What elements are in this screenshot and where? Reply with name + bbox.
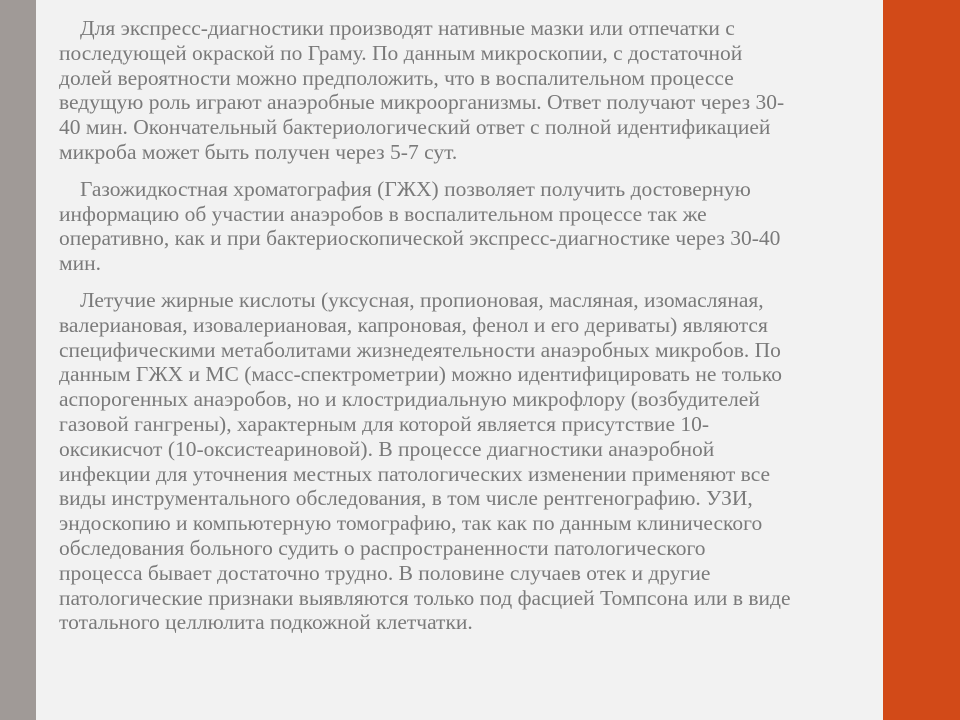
text-line: специфическими метаболитами жизнедеятельности анаэробных микробов. По [59, 337, 781, 362]
text-line: долей вероятности можно предположить, что в воспалительном процессе [59, 65, 734, 90]
text-line: Для экспресс-диагностики производят нативные мазки или отпечатки с [80, 16, 735, 40]
text-line: данным ГЖХ и МС (масс-спектрометрии) можно идентифицировать не только [59, 362, 782, 387]
text-line: Газожидкостная хроматография (ГЖХ) позволяет получить достоверную [80, 176, 751, 201]
text-line: тотального целлюлита подкожной клетчатки. [59, 610, 473, 635]
text-line: эндоскопию и компьютерную томографию, так как по данным клинического [59, 511, 763, 536]
text-line: Летучие жирные кислоты (уксусная, пропионовая, масляная, изомасляная, [80, 287, 764, 312]
text-line: валериановая, изовалериановая, капроновая, фенол и его дериваты) являются [59, 312, 768, 337]
text-line: последующей окраской по Граму. По данным микроскопии, с достаточной [59, 40, 743, 65]
paragraph-express-diagnostics [59, 16, 885, 165]
text-line: патологические признаки выявляются только под фасцией Томпсона или в виде [59, 585, 791, 610]
text-line: информацию об участии анаэробов в воспалительном процессе так же [59, 201, 707, 226]
text-line: 40 мин. Окончательный бактериологический ответ с полной идентификацией [59, 115, 771, 140]
paragraph-gas-chromatography [59, 177, 885, 276]
text-line: оксикисчот (10-оксистеариновой). В процессе диагностики анаэробной [59, 436, 715, 461]
text-line: обследования больного судить о распространенности патологического [59, 535, 706, 560]
text-line: инфекции для уточнения местных патологических изменении применяют все [59, 461, 771, 486]
text-line: ведущую роль играют анаэробные микроорганизмы. Ответ получают через 30- [59, 90, 785, 115]
slide-body [59, 16, 885, 635]
text-line: оперативно, как и при бактериоскопической экспресс-диагностике через 30-40 [59, 226, 781, 251]
text-line: микроба может быть получен через 5-7 сут. [59, 139, 458, 164]
text-line: мин. [59, 251, 101, 276]
text-line: аспорогенных анаэробов, но и клостридиальную микрофлору (возбудителей [59, 387, 760, 412]
text-line: газовой гангрены), характерным для которой является присутствие 10- [59, 411, 710, 436]
right-decorative-bar [883, 0, 960, 720]
text-line: виды инструментального обследования, в том числе рентгенографию. УЗИ, [59, 486, 753, 511]
left-decorative-bar [0, 0, 36, 720]
text-line: процесса бывает достаточно трудно. В половине случаев отек и другие [59, 560, 711, 585]
paragraph-volatile-fatty-acids [59, 288, 885, 635]
